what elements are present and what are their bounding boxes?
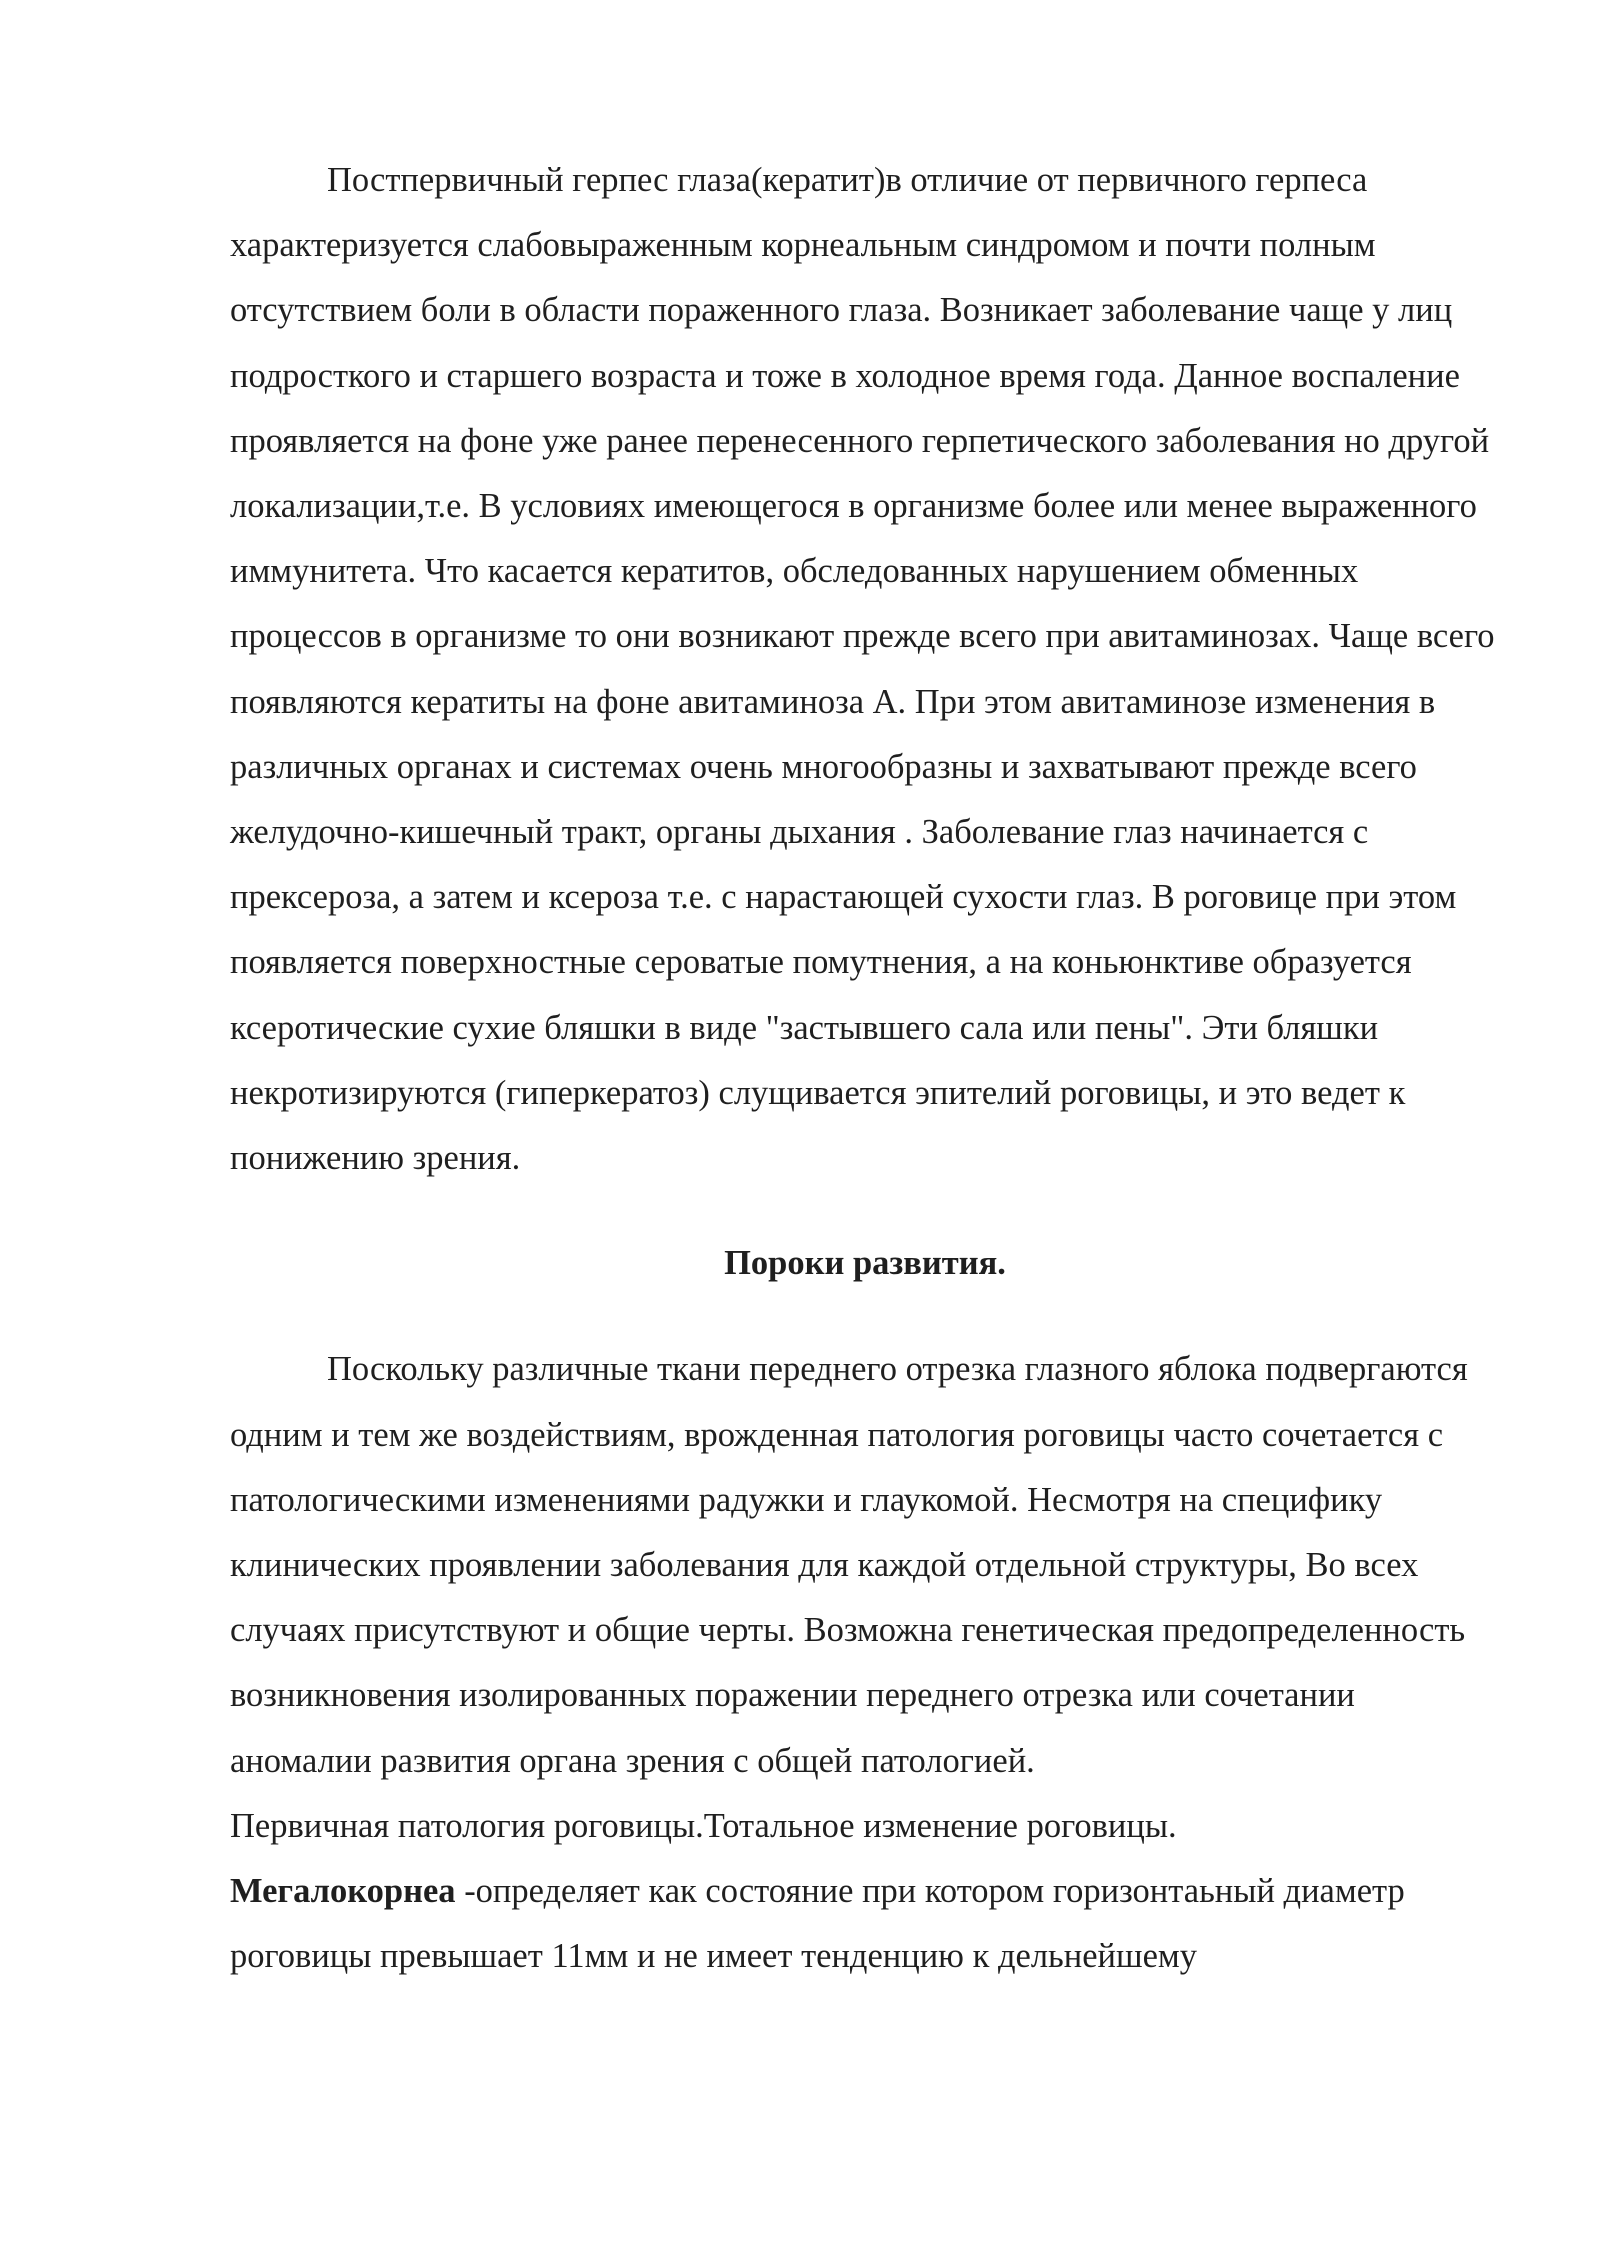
paragraph-primary-pathology: Первичная патология роговицы.Тотальное изменение роговицы. bbox=[230, 1806, 1177, 1845]
paragraph-megalocornea bbox=[230, 1859, 1500, 1989]
megalocornea-definition: -определяет как состояние при котором горизонтаьный диаметр роговицы превышает 11мм и не имеет тенденцию к дельнейшему bbox=[230, 1872, 1405, 1976]
paragraph-malformations: Поскольку различные ткани переднего отрезка глазного яблока подвергаются одним и тем же воздействиям, врожденная патология роговицы часто сочетается с патологическими изменениями радужки и глаукомой. Несмотря на специфику клинических проявлении заболевания для каждой отдельной структуры, Во всех случаях присутствуют и общие черты. Возможна генетическая предопределенность возникновения изолированных поражении переднего отрезка или сочетании аномалии развития органа зрения с общей патологией. bbox=[230, 1350, 1468, 1780]
term-megalocornea: Мегалокорнеа bbox=[230, 1872, 456, 1911]
section-heading: Пороки развития. bbox=[724, 1244, 1006, 1283]
document-body bbox=[230, 148, 1500, 1989]
paragraph-postprimary-herpes: Постпервичный герпес глаза(кератит)в отличие от первичного герпеса характеризуется слабовыраженным корнеальным синдромом и почти полным отсутствием боли в области пораженного глаза. Возникает заболевание чаще у лиц подросткого и старшего возраста и тоже в холодное время года. Данное воспаление проявляется на фоне уже ранее перенесенного герпетического заболевания но другой локализации,т.е. В условиях имеющегося в организме более или менее выраженного иммунитета. Что касается кератитов, обследованных нарушением обменных процессов в организме то они возникают прежде всего при авитаминозах. Чаще всего появляются кератиты на фоне авитаминоза А. При этом авитаминозе изменения в различных органах и системах очень многообразны и захватывают прежде всего желудочно-кишечный тракт, органы дыхания . Заболевание глаз начинается с прексероза, а затем и ксероза т.е. с нарастающей сухости глаз. В роговице при этом появляется поверхностные сероватые помутнения, а на коньюнктиве образуется ксеротические сухие бляшки в виде "застывшего сала или пены". Эти бляшки некротизируются (гиперкератоз) слущивается эпителий роговицы, и это ведет к понижению зрения. bbox=[230, 161, 1495, 1178]
